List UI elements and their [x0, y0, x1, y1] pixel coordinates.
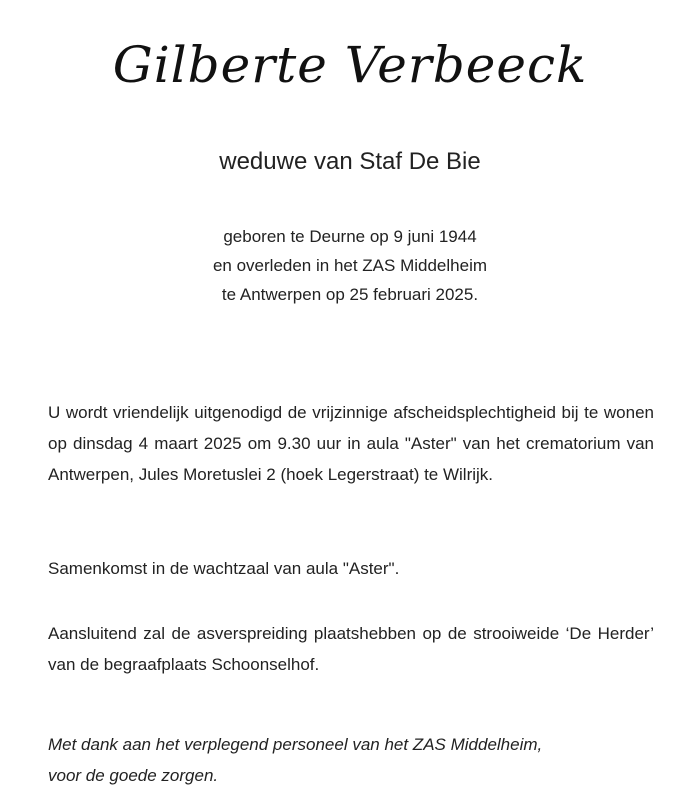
death-date-line: te Antwerpen op 25 februari 2025.: [221, 285, 479, 304]
death-place-line: en overleden in het ZAS Middelheim: [212, 256, 488, 275]
deceased-name: Gilberte Verbeeck: [112, 36, 588, 94]
widow-of-line: weduwe van Staf De Bie: [219, 148, 481, 175]
scattering-paragraph: Aansluitend zal de asverspreiding plaatshebben op de strooiweide ‘De Herder’ van de begraafplaats Schoonselhof.: [48, 624, 654, 674]
thanks-line-2: voor de goede zorgen.: [48, 766, 219, 785]
birth-death-block: [0, 222, 700, 309]
thanks-line-1: Met dank aan het verplegend personeel van het ZAS Middelheim,: [48, 735, 543, 754]
birth-line: geboren te Deurne op 9 juni 1944: [223, 227, 477, 246]
invitation-paragraph: U wordt vriendelijk uitgenodigd de vrijzinnige afscheidsplechtigheid bij te wonen op dinsdag 4 maart 2025 om 9.30 uur in aula "Aster" van het crematorium van Antwerpen, Jules Moretuslei 2 (hoek Legerstraat) te Wilrijk.: [48, 403, 654, 484]
gathering-paragraph: Samenkomst in de wachtzaal van aula "Aster".: [48, 559, 400, 578]
thanks-note: [48, 729, 654, 791]
